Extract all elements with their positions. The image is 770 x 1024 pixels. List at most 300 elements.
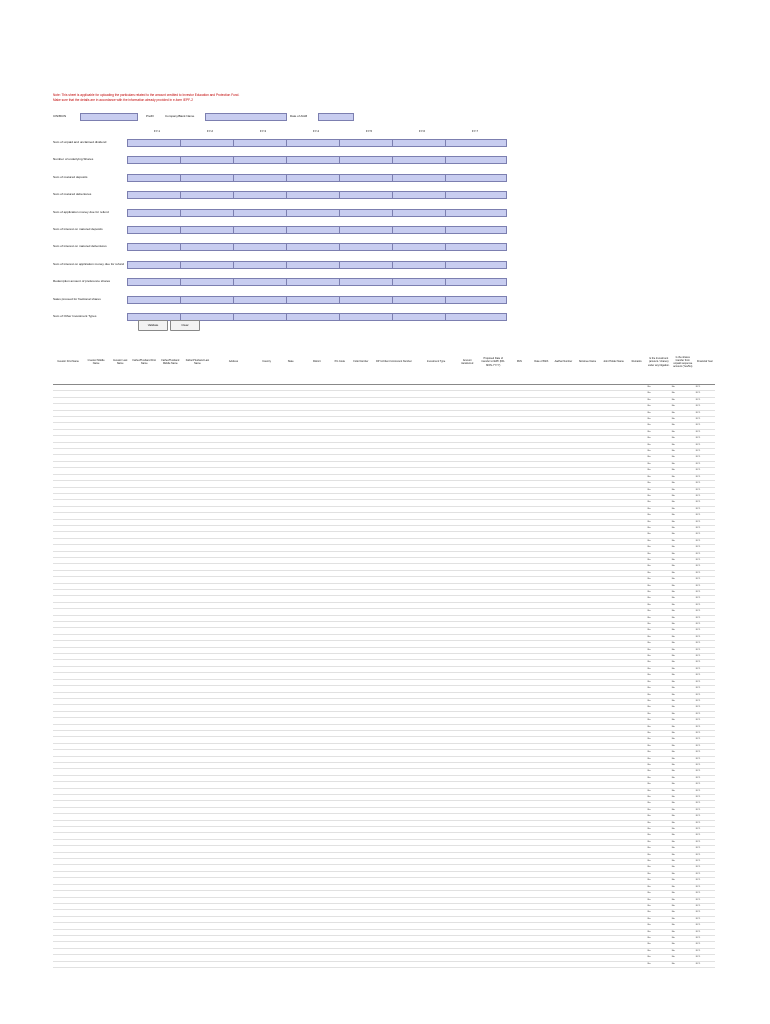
table-cell[interactable]: FY-1: [695, 910, 715, 916]
table-cell[interactable]: [478, 961, 508, 967]
table-cell[interactable]: [183, 961, 211, 967]
table-cell[interactable]: No: [647, 871, 671, 877]
table-cell[interactable]: No: [647, 423, 671, 429]
table-cell[interactable]: [83, 961, 109, 967]
table-cell[interactable]: FY-1: [695, 493, 715, 499]
table-cell[interactable]: FY-1: [695, 436, 715, 442]
table-cell[interactable]: FY-1: [695, 775, 715, 781]
table-cell[interactable]: No: [647, 551, 671, 557]
agm-date-input[interactable]: [318, 113, 354, 121]
table-cell[interactable]: [350, 961, 372, 967]
table-cell[interactable]: FY-1: [695, 711, 715, 717]
table-cell[interactable]: No: [671, 807, 695, 813]
table-cell[interactable]: No: [671, 628, 695, 634]
table-cell[interactable]: FY-1: [695, 506, 715, 512]
table-cell[interactable]: FY-1: [695, 500, 715, 506]
table-cell[interactable]: No: [647, 762, 671, 768]
table-cell[interactable]: FY-1: [695, 551, 715, 557]
table-cell[interactable]: No: [647, 846, 671, 852]
table-cell[interactable]: [574, 961, 600, 967]
table-cell[interactable]: No: [671, 935, 695, 941]
table-cell[interactable]: FY-1: [695, 666, 715, 672]
table-cell[interactable]: FY-1: [695, 756, 715, 762]
table-cell[interactable]: No: [671, 487, 695, 493]
table-cell[interactable]: No: [671, 705, 695, 711]
table-cell[interactable]: No: [647, 654, 671, 660]
table-cell[interactable]: FY-1: [695, 570, 715, 576]
table-cell[interactable]: FY-1: [695, 557, 715, 563]
table-cell[interactable]: No: [647, 743, 671, 749]
table-cell[interactable]: No: [671, 590, 695, 596]
table-cell[interactable]: No: [671, 596, 695, 602]
table-cell[interactable]: No: [647, 903, 671, 909]
table-cell[interactable]: FY-1: [695, 525, 715, 531]
table-cell[interactable]: No: [647, 673, 671, 679]
table-cell[interactable]: No: [647, 935, 671, 941]
table-cell[interactable]: FY-1: [695, 385, 715, 391]
table-cell[interactable]: No: [671, 641, 695, 647]
table-cell[interactable]: No: [647, 705, 671, 711]
table-cell[interactable]: No: [647, 628, 671, 634]
table-cell[interactable]: No: [671, 839, 695, 845]
table-cell[interactable]: No: [671, 916, 695, 922]
table-cell[interactable]: No: [647, 897, 671, 903]
validate-button[interactable]: Validate: [138, 320, 168, 331]
table-cell[interactable]: No: [671, 461, 695, 467]
table-cell[interactable]: No: [671, 852, 695, 858]
table-cell[interactable]: FY-1: [695, 897, 715, 903]
table-cell[interactable]: No: [671, 474, 695, 480]
table-cell[interactable]: FY-1: [695, 827, 715, 833]
table-cell[interactable]: No: [671, 955, 695, 961]
table-cell[interactable]: FY-1: [695, 769, 715, 775]
table-cell[interactable]: [601, 961, 627, 967]
table-cell[interactable]: No: [647, 884, 671, 890]
table-cell[interactable]: No: [647, 948, 671, 954]
table-cell[interactable]: FY-1: [695, 705, 715, 711]
table-cell[interactable]: FY-1: [695, 474, 715, 480]
table-cell[interactable]: No: [647, 429, 671, 435]
table-cell[interactable]: No: [671, 583, 695, 589]
table-cell[interactable]: No: [647, 545, 671, 551]
table-cell[interactable]: No: [647, 686, 671, 692]
table-cell[interactable]: FY-1: [695, 660, 715, 666]
table-cell[interactable]: FY-1: [695, 916, 715, 922]
table-cell[interactable]: No: [647, 436, 671, 442]
table-cell[interactable]: No: [671, 923, 695, 929]
table-cell[interactable]: FY-1: [695, 884, 715, 890]
table-cell[interactable]: FY-1: [695, 654, 715, 660]
table-cell[interactable]: No: [671, 795, 695, 801]
table-cell[interactable]: No: [647, 718, 671, 724]
table-cell[interactable]: FY-1: [695, 942, 715, 948]
table-cell[interactable]: No: [671, 577, 695, 583]
table-cell[interactable]: No: [647, 538, 671, 544]
table-cell[interactable]: FY-1: [695, 903, 715, 909]
table-cell[interactable]: No: [647, 615, 671, 621]
table-cell[interactable]: No: [671, 538, 695, 544]
table-cell[interactable]: FY-1: [695, 698, 715, 704]
table-cell[interactable]: No: [647, 391, 671, 397]
table-cell[interactable]: [256, 961, 278, 967]
table-cell[interactable]: No: [647, 493, 671, 499]
table-cell[interactable]: No: [671, 769, 695, 775]
table-cell[interactable]: FY-1: [695, 788, 715, 794]
table-cell[interactable]: No: [647, 487, 671, 493]
table-cell[interactable]: FY-1: [695, 519, 715, 525]
table-cell[interactable]: No: [647, 506, 671, 512]
table-cell[interactable]: No: [647, 820, 671, 826]
table-cell[interactable]: FY-1: [695, 628, 715, 634]
table-cell[interactable]: No: [647, 711, 671, 717]
table-cell[interactable]: No: [671, 570, 695, 576]
table-cell[interactable]: [278, 961, 304, 967]
table-cell[interactable]: No: [647, 878, 671, 884]
table-cell[interactable]: FY-1: [695, 641, 715, 647]
table-cell[interactable]: [211, 961, 255, 967]
table-cell[interactable]: No: [671, 557, 695, 563]
table-cell[interactable]: FY-1: [695, 871, 715, 877]
table-cell[interactable]: [372, 961, 416, 967]
table-cell[interactable]: No: [647, 513, 671, 519]
table-cell[interactable]: No: [671, 871, 695, 877]
table-cell[interactable]: No: [671, 859, 695, 865]
table-cell[interactable]: No: [647, 481, 671, 487]
table-cell[interactable]: [627, 961, 647, 967]
table-cell[interactable]: [530, 961, 552, 967]
table-cell[interactable]: FY-1: [695, 833, 715, 839]
table-cell[interactable]: No: [671, 545, 695, 551]
table-cell[interactable]: FY-1: [695, 449, 715, 455]
table-cell[interactable]: No: [671, 519, 695, 525]
table-cell[interactable]: No: [647, 679, 671, 685]
table-cell[interactable]: No: [671, 410, 695, 416]
table-cell[interactable]: No: [671, 846, 695, 852]
table-cell[interactable]: No: [647, 839, 671, 845]
table-cell[interactable]: No: [671, 647, 695, 653]
table-cell[interactable]: FY-1: [695, 948, 715, 954]
table-cell[interactable]: No: [647, 468, 671, 474]
table-cell[interactable]: No: [647, 827, 671, 833]
table-cell[interactable]: No: [671, 455, 695, 461]
table-cell[interactable]: No: [647, 397, 671, 403]
table-cell[interactable]: No: [647, 449, 671, 455]
table-cell[interactable]: No: [647, 590, 671, 596]
table-cell[interactable]: FY-1: [695, 859, 715, 865]
table-cell[interactable]: No: [647, 955, 671, 961]
table-cell[interactable]: FY-1: [695, 795, 715, 801]
table-cell[interactable]: No: [671, 449, 695, 455]
table-cell[interactable]: FY-1: [695, 429, 715, 435]
table-cell[interactable]: FY-1: [695, 782, 715, 788]
table-cell[interactable]: No: [671, 429, 695, 435]
table-cell[interactable]: No: [647, 641, 671, 647]
table-cell[interactable]: FY-1: [695, 846, 715, 852]
table-cell[interactable]: FY-1: [695, 468, 715, 474]
table-cell[interactable]: [416, 961, 456, 967]
table-cell[interactable]: No: [671, 814, 695, 820]
table-cell[interactable]: No: [671, 737, 695, 743]
table-cell[interactable]: FY-1: [695, 961, 715, 967]
table-cell[interactable]: No: [671, 878, 695, 884]
table-cell[interactable]: No: [647, 660, 671, 666]
table-cell[interactable]: FY-1: [695, 743, 715, 749]
table-cell[interactable]: [304, 961, 330, 967]
table-cell[interactable]: FY-1: [695, 801, 715, 807]
table-cell[interactable]: No: [647, 455, 671, 461]
table-cell[interactable]: FY-1: [695, 564, 715, 570]
table-cell[interactable]: FY-1: [695, 538, 715, 544]
table-cell[interactable]: No: [647, 737, 671, 743]
table-cell[interactable]: No: [671, 532, 695, 538]
table-cell[interactable]: No: [671, 711, 695, 717]
table-cell[interactable]: No: [647, 692, 671, 698]
table-cell[interactable]: No: [647, 442, 671, 448]
table-cell[interactable]: No: [671, 961, 695, 967]
table-cell[interactable]: No: [647, 961, 671, 967]
table-cell[interactable]: No: [647, 807, 671, 813]
table-cell[interactable]: FY-1: [695, 417, 715, 423]
table-cell[interactable]: FY-1: [695, 634, 715, 640]
table-cell[interactable]: FY-1: [695, 410, 715, 416]
table-cell[interactable]: FY-1: [695, 513, 715, 519]
table-cell[interactable]: No: [647, 910, 671, 916]
table-cell[interactable]: [109, 961, 131, 967]
table-cell[interactable]: No: [671, 673, 695, 679]
table-cell[interactable]: No: [671, 654, 695, 660]
table-cell[interactable]: [131, 961, 157, 967]
table-cell[interactable]: FY-1: [695, 955, 715, 961]
table-cell[interactable]: No: [671, 750, 695, 756]
table-cell[interactable]: [456, 961, 478, 967]
table-cell[interactable]: FY-1: [695, 737, 715, 743]
table-cell[interactable]: No: [671, 788, 695, 794]
table-cell[interactable]: No: [671, 436, 695, 442]
table-cell[interactable]: No: [671, 615, 695, 621]
prefill-button[interactable]: Prefill: [146, 114, 154, 118]
table-cell[interactable]: No: [671, 884, 695, 890]
table-cell[interactable]: No: [647, 788, 671, 794]
table-cell[interactable]: No: [647, 865, 671, 871]
table-cell[interactable]: No: [671, 903, 695, 909]
table-cell[interactable]: No: [647, 596, 671, 602]
table-cell[interactable]: FY-1: [695, 929, 715, 935]
table-cell[interactable]: No: [671, 910, 695, 916]
table-cell[interactable]: FY-1: [695, 615, 715, 621]
table-cell[interactable]: No: [671, 775, 695, 781]
table-cell[interactable]: No: [647, 564, 671, 570]
table-cell[interactable]: No: [671, 417, 695, 423]
table-cell[interactable]: No: [671, 865, 695, 871]
table-cell[interactable]: No: [647, 750, 671, 756]
table-cell[interactable]: No: [647, 852, 671, 858]
table-cell[interactable]: No: [671, 481, 695, 487]
table-cell[interactable]: No: [671, 385, 695, 391]
table-cell[interactable]: No: [671, 692, 695, 698]
table-cell[interactable]: No: [647, 583, 671, 589]
table-cell[interactable]: FY-1: [695, 724, 715, 730]
table-cell[interactable]: FY-1: [695, 679, 715, 685]
table-cell[interactable]: [330, 961, 350, 967]
table-cell[interactable]: FY-1: [695, 686, 715, 692]
table-cell[interactable]: FY-1: [695, 609, 715, 615]
table-cell[interactable]: No: [671, 525, 695, 531]
table-cell[interactable]: No: [647, 929, 671, 935]
table-cell[interactable]: [157, 961, 183, 967]
table-cell[interactable]: No: [671, 942, 695, 948]
table-cell[interactable]: No: [647, 622, 671, 628]
table-cell[interactable]: [508, 961, 530, 967]
table-cell[interactable]: FY-1: [695, 455, 715, 461]
table-cell[interactable]: No: [647, 602, 671, 608]
table-cell[interactable]: FY-1: [695, 397, 715, 403]
table-cell[interactable]: FY-1: [695, 583, 715, 589]
table-cell[interactable]: FY-1: [695, 807, 715, 813]
table-cell[interactable]: [552, 961, 574, 967]
table-cell[interactable]: No: [671, 551, 695, 557]
table-cell[interactable]: FY-1: [695, 545, 715, 551]
table-cell[interactable]: FY-1: [695, 878, 715, 884]
table-cell[interactable]: No: [671, 756, 695, 762]
table-cell[interactable]: No: [671, 506, 695, 512]
table-cell[interactable]: No: [647, 730, 671, 736]
table-cell[interactable]: No: [671, 609, 695, 615]
table-cell[interactable]: No: [671, 782, 695, 788]
table-cell[interactable]: FY-1: [695, 442, 715, 448]
table-cell[interactable]: No: [647, 532, 671, 538]
table-cell[interactable]: No: [671, 743, 695, 749]
table-cell[interactable]: No: [647, 525, 671, 531]
table-cell[interactable]: No: [671, 391, 695, 397]
table-cell[interactable]: FY-1: [695, 820, 715, 826]
table-cell[interactable]: No: [671, 468, 695, 474]
table-cell[interactable]: No: [671, 602, 695, 608]
table-cell[interactable]: No: [671, 493, 695, 499]
table-cell[interactable]: FY-1: [695, 750, 715, 756]
table-cell[interactable]: No: [647, 775, 671, 781]
table-cell[interactable]: No: [671, 820, 695, 826]
table-cell[interactable]: No: [647, 474, 671, 480]
table-cell[interactable]: No: [647, 557, 671, 563]
table-cell[interactable]: No: [647, 666, 671, 672]
table-cell[interactable]: No: [647, 724, 671, 730]
table-cell[interactable]: No: [647, 647, 671, 653]
table-cell[interactable]: No: [647, 756, 671, 762]
table-cell[interactable]: FY-1: [695, 762, 715, 768]
table-cell[interactable]: FY-1: [695, 590, 715, 596]
table-cell[interactable]: No: [647, 923, 671, 929]
table-cell[interactable]: No: [671, 660, 695, 666]
table-cell[interactable]: No: [647, 859, 671, 865]
table-cell[interactable]: FY-1: [695, 839, 715, 845]
table-cell[interactable]: FY-1: [695, 814, 715, 820]
table-cell[interactable]: No: [671, 827, 695, 833]
table-cell[interactable]: No: [671, 897, 695, 903]
table-cell[interactable]: No: [647, 417, 671, 423]
table-cell[interactable]: No: [647, 519, 671, 525]
table-cell[interactable]: FY-1: [695, 935, 715, 941]
table-cell[interactable]: FY-1: [695, 692, 715, 698]
table-cell[interactable]: No: [671, 948, 695, 954]
table-cell[interactable]: No: [671, 404, 695, 410]
table-cell[interactable]: No: [671, 666, 695, 672]
table-cell[interactable]: FY-1: [695, 673, 715, 679]
table-cell[interactable]: No: [647, 782, 671, 788]
table-cell[interactable]: No: [647, 698, 671, 704]
table-cell[interactable]: No: [647, 891, 671, 897]
table-cell[interactable]: No: [647, 385, 671, 391]
table-cell[interactable]: No: [647, 814, 671, 820]
table-cell[interactable]: FY-1: [695, 532, 715, 538]
table-cell[interactable]: No: [671, 634, 695, 640]
table-cell[interactable]: FY-1: [695, 891, 715, 897]
table-cell[interactable]: No: [671, 423, 695, 429]
table-cell[interactable]: No: [647, 634, 671, 640]
table-cell[interactable]: [53, 961, 83, 967]
table-cell[interactable]: FY-1: [695, 730, 715, 736]
table-cell[interactable]: No: [671, 929, 695, 935]
table-cell[interactable]: No: [647, 461, 671, 467]
table-cell[interactable]: No: [671, 891, 695, 897]
table-cell[interactable]: No: [671, 801, 695, 807]
table-cell[interactable]: No: [671, 622, 695, 628]
table-cell[interactable]: No: [671, 762, 695, 768]
table-cell[interactable]: FY-1: [695, 602, 715, 608]
table-cell[interactable]: No: [647, 801, 671, 807]
table-cell[interactable]: FY-1: [695, 487, 715, 493]
table-cell[interactable]: No: [671, 686, 695, 692]
table-cell[interactable]: No: [671, 833, 695, 839]
table-cell[interactable]: FY-1: [695, 596, 715, 602]
table-cell[interactable]: No: [671, 513, 695, 519]
table-cell[interactable]: No: [647, 833, 671, 839]
table-cell[interactable]: FY-1: [695, 923, 715, 929]
table-cell[interactable]: No: [647, 577, 671, 583]
table-cell[interactable]: FY-1: [695, 577, 715, 583]
table-cell[interactable]: No: [647, 410, 671, 416]
table-cell[interactable]: FY-1: [695, 647, 715, 653]
table-cell[interactable]: FY-1: [695, 461, 715, 467]
table-cell[interactable]: FY-1: [695, 404, 715, 410]
table-cell[interactable]: No: [647, 570, 671, 576]
table-cell[interactable]: No: [647, 609, 671, 615]
table-cell[interactable]: FY-1: [695, 865, 715, 871]
table-cell[interactable]: No: [647, 795, 671, 801]
table-cell[interactable]: No: [647, 500, 671, 506]
cin-input[interactable]: [80, 113, 138, 121]
table-cell[interactable]: No: [647, 916, 671, 922]
table-cell[interactable]: No: [671, 397, 695, 403]
table-cell[interactable]: No: [671, 442, 695, 448]
table-cell[interactable]: No: [671, 564, 695, 570]
table-cell[interactable]: No: [671, 718, 695, 724]
table-cell[interactable]: No: [671, 724, 695, 730]
table-cell[interactable]: FY-1: [695, 622, 715, 628]
table-cell[interactable]: FY-1: [695, 718, 715, 724]
table-cell[interactable]: No: [647, 404, 671, 410]
table-cell[interactable]: No: [671, 500, 695, 506]
table-cell[interactable]: No: [671, 679, 695, 685]
table-cell[interactable]: No: [647, 942, 671, 948]
table-cell[interactable]: FY-1: [695, 481, 715, 487]
table-cell[interactable]: No: [671, 698, 695, 704]
table-cell[interactable]: No: [671, 730, 695, 736]
table-cell[interactable]: FY-1: [695, 391, 715, 397]
table-cell[interactable]: No: [647, 769, 671, 775]
clear-button[interactable]: Clear: [170, 320, 200, 331]
table-cell[interactable]: FY-1: [695, 423, 715, 429]
table-cell[interactable]: FY-1: [695, 852, 715, 858]
